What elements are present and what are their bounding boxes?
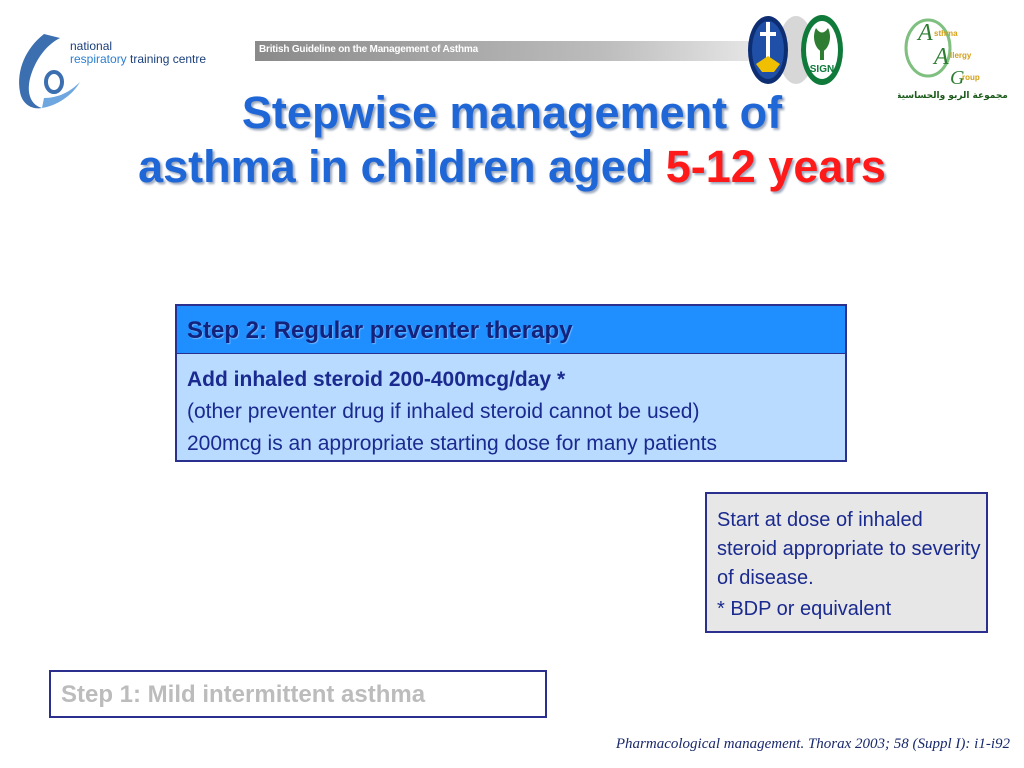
step1-box bbox=[49, 670, 547, 718]
step2-line3: 200mcg is an appropriate starting dose for many patients bbox=[187, 432, 717, 455]
nrtc-name bbox=[70, 40, 206, 66]
title-age-range: 5-12 years bbox=[665, 141, 886, 192]
step1-heading: Step 1: Mild intermittent asthma bbox=[61, 681, 426, 708]
nrtc-name-accent: respiratory bbox=[70, 52, 127, 66]
guideline-banner bbox=[255, 41, 755, 61]
aag-word-3: roup bbox=[962, 73, 980, 82]
aag-letter-2: A bbox=[934, 44, 949, 70]
partner-logos bbox=[746, 12, 846, 88]
nrtc-name-line2 bbox=[70, 53, 206, 66]
title-line2-main: asthma in children aged bbox=[138, 141, 666, 192]
title-line1: Stepwise management of bbox=[241, 87, 783, 138]
step2-body bbox=[187, 364, 717, 460]
sign-logo-icon bbox=[801, 15, 843, 85]
step2-heading: Step 2: Regular preventer therapy bbox=[187, 317, 573, 344]
page-title bbox=[40, 86, 984, 194]
dose-note-text: Start at dose of inhaled steroid appropriate to severity of disease. bbox=[717, 509, 981, 589]
dose-note-footnote: * BDP or equivalent bbox=[717, 598, 892, 620]
aag-arabic-text: مجموعة الربو والحساسية bbox=[898, 91, 1008, 101]
bts-crest-icon bbox=[748, 16, 788, 84]
step2-box bbox=[175, 304, 847, 462]
title-line2 bbox=[40, 140, 984, 194]
aag-letter-1: A bbox=[918, 20, 933, 46]
step2-line2: (other preventer drug if inhaled steroid cannot be used) bbox=[187, 400, 700, 423]
aag-letter-3: G bbox=[950, 67, 965, 89]
dose-note-box bbox=[705, 492, 988, 633]
step2-header bbox=[177, 306, 845, 354]
citation: Pharmacological management. Thorax 2003; 58 (Suppl I): i1-i92 bbox=[615, 736, 1010, 752]
aag-word-1: sthma bbox=[934, 29, 958, 38]
guideline-banner-text: British Guideline on the Management of Asthma bbox=[259, 44, 478, 55]
step2-line1: Add inhaled steroid 200-400mcg/day * bbox=[187, 368, 566, 391]
nrtc-name-rest: training centre bbox=[126, 52, 207, 66]
aag-word-2: llergy bbox=[950, 51, 972, 60]
nrtc-name-line1: national bbox=[70, 39, 113, 53]
sign-logo-text: SIGN bbox=[809, 64, 835, 75]
